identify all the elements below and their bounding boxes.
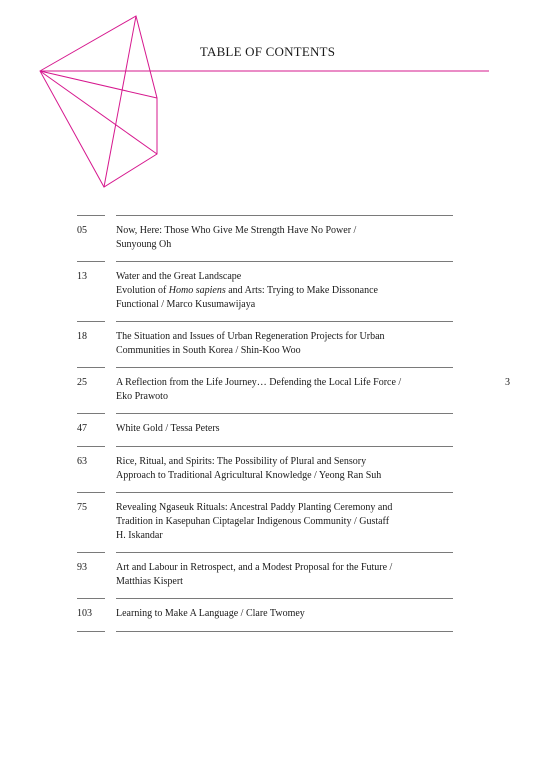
page-number: 3 [505,377,510,388]
toc-page-number: 13 [77,271,87,282]
toc-entry [77,321,453,367]
toc-page-number: 93 [77,562,87,573]
toc-page-number: 18 [77,331,87,342]
toc-bottom-rule [77,631,453,632]
toc-entry-text: Art and Labour in Retrospect, and a Modest Proposal for the Future / Matthias Kispert [116,562,393,587]
page-title: TABLE OF CONTENTS [199,44,336,59]
ornament-outline [40,16,157,187]
toc-entry [77,261,453,321]
toc-entry-text: Rice, Ritual, and Spirits: The Possibility of Plural and Sensory Approach to Traditional Agricultural Knowledge / Yeong Ran Suh [116,456,382,481]
toc-entry-text: Revealing Ngaseuk Rituals: Ancestral Paddy Planting Ceremony and Tradition in Kasepuhan Ciptagelar Indigenous Community / Gustaff H. Iskandar [116,502,393,541]
toc-page-number: 63 [77,456,87,467]
toc-entry [77,413,453,446]
toc-entry [77,446,453,492]
toc-entry [77,598,453,631]
toc-page-number: 05 [77,225,87,236]
toc-page-number: 25 [77,377,87,388]
toc-entry-text: Learning to Make A Language / Clare Twomey [116,608,305,619]
geometric-line-ornament [0,0,535,200]
toc-entry-text: A Reflection from the Life Journey… Defending the Local Life Force / Eko Prawoto [116,377,402,402]
toc-entry-text: The Situation and Issues of Urban Regeneration Projects for Urban Communities in South Korea / Shin-Koo Woo [116,331,385,356]
toc-entry-text: White Gold / Tessa Peters [116,423,220,434]
toc-entry [77,492,453,552]
table-of-contents [77,215,453,632]
toc-entry [77,215,453,261]
toc-entry-text: Now, Here: Those Who Give Me Strength Have No Power / Sunyoung Oh [116,225,357,250]
italic-term: Homo sapiens [168,285,226,296]
toc-page-number: 103 [77,608,92,619]
toc-page-number: 47 [77,423,87,434]
toc-page-number: 75 [77,502,87,513]
toc-entry-text: Water and the Great Landscape Evolution of Homo sapiens and Arts: Trying to Make Dissonance Functional / Marco Kusumawijaya [116,271,378,310]
toc-entry [77,552,453,598]
toc-entry [77,367,453,413]
